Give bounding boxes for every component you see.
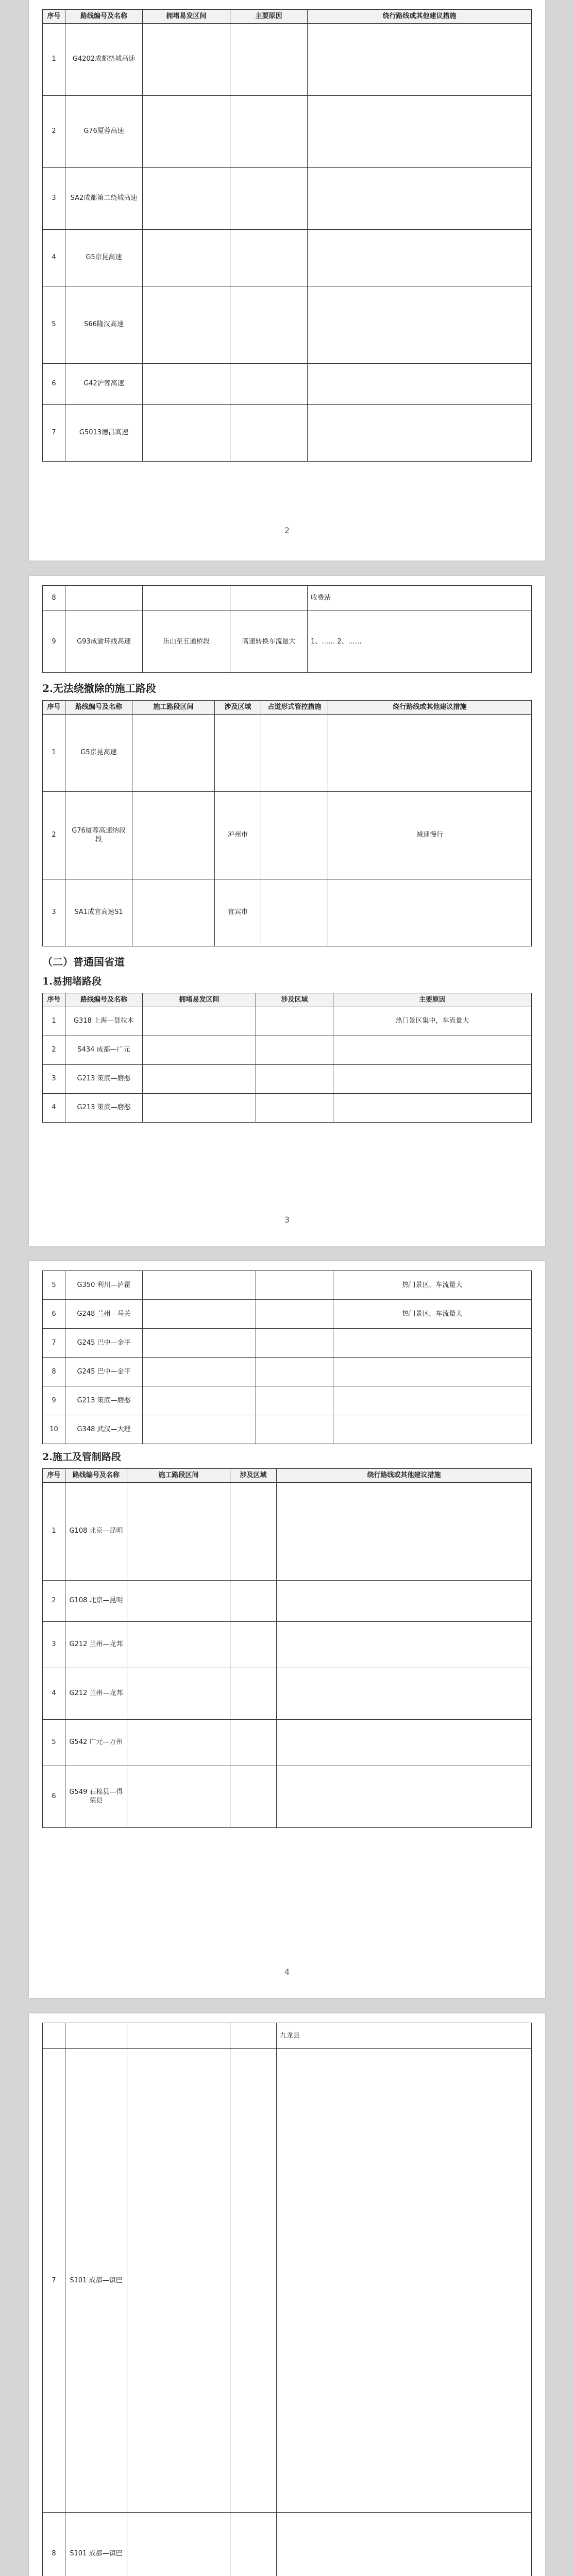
- cell-area: [256, 1007, 333, 1036]
- table-row: [43, 1415, 532, 1444]
- col-header-section: 拥堵易发区间: [143, 993, 256, 1007]
- cell-route: G212 兰州—龙邦: [65, 1621, 127, 1668]
- cell-route: S101 成都—镇巴: [65, 2049, 127, 2513]
- cell-section: [143, 1271, 256, 1300]
- col-header-section: 施工路段区间: [127, 1469, 230, 1483]
- col-header-route: 路线编号及名称: [65, 993, 143, 1007]
- cell-route: G76厦蓉高速纳叙段: [65, 791, 132, 879]
- cell-route: G350 利川—泸霍: [65, 1271, 143, 1300]
- cell-reason: [230, 404, 308, 461]
- cell-no: 1: [43, 23, 65, 95]
- cell-reason: [230, 229, 308, 286]
- cell-no: [43, 2023, 65, 2049]
- cell-area: [230, 1482, 277, 1580]
- cell-area: [256, 1093, 333, 1122]
- cell-no: 3: [43, 879, 65, 946]
- cell-reason: [230, 95, 308, 167]
- cell-route: G212 兰州—龙邦: [65, 1668, 127, 1719]
- col-header-no: 序号: [43, 993, 65, 1007]
- cell-detour: 减速慢行: [328, 791, 532, 879]
- table-row: [43, 1036, 532, 1064]
- table-row: [43, 1580, 532, 1621]
- cell-control: [261, 791, 328, 879]
- cell-section: [143, 1300, 256, 1329]
- cell-detour: [308, 229, 532, 286]
- cell-no: 2: [43, 1580, 65, 1621]
- cell-no: 4: [43, 1668, 65, 1719]
- col-header-no: 序号: [43, 701, 65, 715]
- cell-no: 5: [43, 286, 65, 363]
- table-row: [43, 1271, 532, 1300]
- cell-reason: [230, 363, 308, 404]
- table-row: [43, 95, 532, 167]
- cell-no: 6: [43, 1300, 65, 1329]
- cell-no: 1: [43, 1482, 65, 1580]
- cell-section: [143, 95, 230, 167]
- cell-no: 9: [43, 1386, 65, 1415]
- cell-route: G5013德昌高速: [65, 404, 143, 461]
- cell-route: G5京昆高速: [65, 229, 143, 286]
- cell-section: [143, 1036, 256, 1064]
- document-page-c: [29, 1261, 545, 1998]
- col-header-no: 序号: [43, 10, 65, 24]
- cell-area: [230, 1766, 277, 1827]
- cell-section: [127, 1668, 230, 1719]
- cell-section: [143, 1007, 256, 1036]
- cell-section: [143, 1415, 256, 1444]
- table-row: [43, 363, 532, 404]
- cell-no: 8: [43, 1358, 65, 1386]
- cell-no: 7: [43, 1329, 65, 1358]
- table-header-row: [43, 1469, 532, 1483]
- cell-section: [143, 404, 230, 461]
- col-header-detour: 绕行路线或其他建议措施: [277, 1469, 532, 1483]
- cell-detour: 收费站: [308, 586, 532, 611]
- cell-detour: [277, 1482, 532, 1580]
- cell-reason: 高速转换车流量大: [230, 611, 308, 673]
- table-row: [43, 1386, 532, 1415]
- cell-detour: [308, 95, 532, 167]
- table-row: [43, 23, 532, 95]
- cell-reason: 热门景区，车流量大: [333, 1300, 532, 1329]
- cell-detour: [277, 1621, 532, 1668]
- cell-area: [230, 1580, 277, 1621]
- document-page-b: [29, 576, 545, 1246]
- page-number: 4: [284, 1967, 290, 1977]
- cell-section: [127, 1580, 230, 1621]
- cell-detour: [308, 23, 532, 95]
- col-header-section: 施工路段区间: [132, 701, 215, 715]
- subsection-title: 2.施工及管制路段: [42, 1451, 121, 1463]
- table-row: [43, 611, 532, 673]
- cell-reason: [333, 1358, 532, 1386]
- col-header-area: 涉及区域: [256, 993, 333, 1007]
- cell-area: [256, 1271, 333, 1300]
- table-row: [43, 167, 532, 229]
- table-row: [43, 1719, 532, 1766]
- table-header-row: [43, 701, 532, 715]
- cell-section: [132, 879, 215, 946]
- col-header-control: 占道形式管控措施: [261, 701, 328, 715]
- col-header-detour: 绕行路线或其他建议措施: [308, 10, 532, 24]
- table-header-row: [43, 10, 532, 24]
- table-row: [43, 791, 532, 879]
- cell-detour: [277, 1766, 532, 1827]
- col-header-area: 涉及区域: [215, 701, 261, 715]
- table-row: [43, 2023, 532, 2049]
- cell-no: 7: [43, 404, 65, 461]
- col-header-reason: 主要原因: [333, 993, 532, 1007]
- cell-section: [143, 286, 230, 363]
- col-header-route: 路线编号及名称: [65, 701, 132, 715]
- cell-section: [143, 1329, 256, 1358]
- cell-route: G248 兰州—马关: [65, 1300, 143, 1329]
- cell-area: [230, 2513, 277, 2576]
- cell-no: 2: [43, 95, 65, 167]
- document-page-d: [29, 2013, 545, 2576]
- cell-route: G245 巴中—金平: [65, 1358, 143, 1386]
- cell-no: 2: [43, 1036, 65, 1064]
- table-row: [43, 1093, 532, 1122]
- construction-table-expressway: [42, 700, 532, 946]
- cell-no: 3: [43, 1621, 65, 1668]
- cell-detour: [308, 167, 532, 229]
- cell-area: [215, 714, 261, 791]
- cell-section: [132, 791, 215, 879]
- cell-detour: [308, 404, 532, 461]
- cell-no: 10: [43, 1415, 65, 1444]
- cell-section: [132, 714, 215, 791]
- cell-detour: [277, 2513, 532, 2576]
- cell-route: G348 武汉—大理: [65, 1415, 143, 1444]
- table-row: [43, 1482, 532, 1580]
- cell-area: 宜宾市: [215, 879, 261, 946]
- table-row: [43, 1064, 532, 1093]
- table-row: [43, 714, 532, 791]
- cell-no: 1: [43, 714, 65, 791]
- cell-reason: [230, 286, 308, 363]
- cell-detour: [277, 1580, 532, 1621]
- table-row: [43, 1766, 532, 1827]
- col-header-route: 路线编号及名称: [65, 1469, 127, 1483]
- cell-reason: [333, 1064, 532, 1093]
- congestion-table-national-cont: [42, 1270, 532, 1444]
- cell-no: 6: [43, 1766, 65, 1827]
- construction-table-national: [42, 1468, 532, 1828]
- document-page-a: [29, 0, 545, 561]
- cell-route: G542 广元—万州: [65, 1719, 127, 1766]
- congestion-table-expressway: [42, 9, 532, 462]
- cell-reason: 热门景区，车流量大: [333, 1271, 532, 1300]
- cell-detour: [277, 1719, 532, 1766]
- cell-reason: [333, 1386, 532, 1415]
- cell-route: G76厦蓉高速: [65, 95, 143, 167]
- cell-section: [127, 1766, 230, 1827]
- cell-route: G213 策底—磨憨: [65, 1093, 143, 1122]
- cell-area: [256, 1386, 333, 1415]
- cell-route: S434 成都—广元: [65, 1036, 143, 1064]
- cell-route: G245 巴中—金平: [65, 1329, 143, 1358]
- cell-detour: [277, 1668, 532, 1719]
- table-row: [43, 1300, 532, 1329]
- cell-area: [256, 1329, 333, 1358]
- col-header-reason: 主要原因: [230, 10, 308, 24]
- section-title-national: （二）普通国省道: [42, 955, 125, 968]
- cell-section: [143, 1358, 256, 1386]
- cell-section: 乐山至五通桥段: [143, 611, 230, 673]
- table-row: [43, 1621, 532, 1668]
- cell-area: [256, 1358, 333, 1386]
- cell-area: [230, 1668, 277, 1719]
- cell-route: G42沪蓉高速: [65, 363, 143, 404]
- cell-no: 2: [43, 791, 65, 879]
- cell-reason: [333, 1036, 532, 1064]
- cell-section: [143, 586, 230, 611]
- page-number: 2: [284, 526, 290, 535]
- cell-route: G318 上海—聂拉木: [65, 1007, 143, 1036]
- cell-route: [65, 2023, 127, 2049]
- cell-area: [256, 1036, 333, 1064]
- cell-area: [230, 1621, 277, 1668]
- cell-route: [65, 586, 143, 611]
- cell-area: [256, 1300, 333, 1329]
- cell-detour: [277, 2049, 532, 2513]
- cell-area: [230, 2049, 277, 2513]
- cell-route: G93成渝环线高速: [65, 611, 143, 673]
- cell-no: 5: [43, 1719, 65, 1766]
- subsection-title: 1.易拥堵路段: [42, 975, 102, 987]
- cell-control: [261, 714, 328, 791]
- table-header-row: [43, 993, 532, 1007]
- cell-no: 3: [43, 167, 65, 229]
- cell-section: [143, 23, 230, 95]
- cell-detour: [308, 363, 532, 404]
- table-row: [43, 1358, 532, 1386]
- table-row: [43, 1668, 532, 1719]
- cell-no: 1: [43, 1007, 65, 1036]
- cell-section: [143, 1386, 256, 1415]
- table-row: [43, 229, 532, 286]
- cell-reason: [230, 23, 308, 95]
- cell-no: 4: [43, 229, 65, 286]
- cell-route: G5京昆高速: [65, 714, 132, 791]
- table-row: [43, 1329, 532, 1358]
- cell-reason: [230, 586, 308, 611]
- cell-reason: [333, 1093, 532, 1122]
- table-row: [43, 586, 532, 611]
- cell-reason: [333, 1329, 532, 1358]
- cell-control: [261, 879, 328, 946]
- congestion-table-national: [42, 993, 532, 1123]
- cell-route: SA2成都第二绕城高速: [65, 167, 143, 229]
- cell-route: S66隆汉高速: [65, 286, 143, 363]
- cell-section: [127, 1719, 230, 1766]
- cell-area: [256, 1415, 333, 1444]
- table-row: [43, 2513, 532, 2576]
- cell-no: 8: [43, 2513, 65, 2576]
- cell-section: [127, 2023, 230, 2049]
- col-header-no: 序号: [43, 1469, 65, 1483]
- cell-route: G213 策底—磨憨: [65, 1064, 143, 1093]
- cell-no: 5: [43, 1271, 65, 1300]
- cell-no: 4: [43, 1093, 65, 1122]
- cell-reason: [230, 167, 308, 229]
- cell-detour: [328, 714, 532, 791]
- cell-section: [143, 1064, 256, 1093]
- cell-detour: [328, 879, 532, 946]
- cell-route: G213 策底—磨憨: [65, 1386, 143, 1415]
- cell-no: 7: [43, 2049, 65, 2513]
- cell-area: [256, 1064, 333, 1093]
- cell-reason: [333, 1415, 532, 1444]
- construction-table-national-cont: [42, 2023, 532, 2576]
- page-number: 3: [284, 1215, 290, 1225]
- cell-no: 9: [43, 611, 65, 673]
- cell-route: S101 成都—镇巴: [65, 2513, 127, 2576]
- cell-area: 泸州市: [215, 791, 261, 879]
- table-row: [43, 286, 532, 363]
- cell-section: [127, 1482, 230, 1580]
- col-header-detour: 绕行路线或其他建议措施: [328, 701, 532, 715]
- table-row: [43, 2049, 532, 2513]
- cell-section: [127, 2049, 230, 2513]
- cell-route: SA1成宜高速S1: [65, 879, 132, 946]
- table-row: [43, 404, 532, 461]
- cell-detour: 1、…… 2、……: [308, 611, 532, 673]
- cell-area: [230, 1719, 277, 1766]
- cell-section: [127, 1621, 230, 1668]
- cell-section: [143, 1093, 256, 1122]
- cell-route: G549 石棉县—得荣县: [65, 1766, 127, 1827]
- cell-section: [143, 167, 230, 229]
- cell-section: [143, 229, 230, 286]
- cell-section: [143, 363, 230, 404]
- section-title: 2.无法绕撤除的施工路段: [42, 682, 156, 694]
- col-header-route: 路线编号及名称: [65, 10, 143, 24]
- cell-detour: 九龙县: [277, 2023, 532, 2049]
- col-header-area: 涉及区域: [230, 1469, 277, 1483]
- cell-route: G4202成都绕城高速: [65, 23, 143, 95]
- congestion-table-expressway-cont: [42, 585, 532, 673]
- cell-area: [230, 2023, 277, 2049]
- cell-no: 3: [43, 1064, 65, 1093]
- col-header-section: 拥堵易发区间: [143, 10, 230, 24]
- cell-reason: 热门景区集中，车流量大: [333, 1007, 532, 1036]
- cell-detour: [308, 286, 532, 363]
- cell-route: G108 北京—昆明: [65, 1482, 127, 1580]
- cell-no: 6: [43, 363, 65, 404]
- table-row: [43, 1007, 532, 1036]
- cell-route: G108 北京—昆明: [65, 1580, 127, 1621]
- cell-section: [127, 2513, 230, 2576]
- cell-no: 8: [43, 586, 65, 611]
- table-row: [43, 879, 532, 946]
